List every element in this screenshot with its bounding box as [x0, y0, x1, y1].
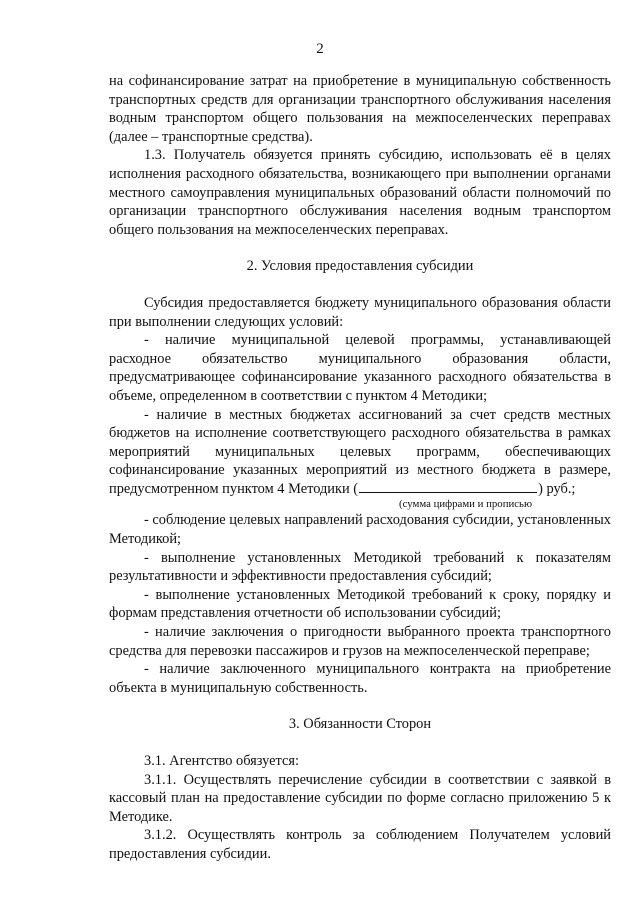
page-number: 2: [316, 41, 324, 57]
amount-blank-line: [359, 480, 537, 493]
condition-target-program: - наличие муниципальной целевой программы, устанавливающей расходное обязательство муниципального образования области, предусматривающее софинансирование указанного расходного обязательства в объеме, определенном в соответствии с пунктом 4 Методики;: [109, 332, 611, 404]
condition-target-directions: - соблюдение целевых направлений расходования субсидии, установленных Методикой;: [109, 512, 611, 548]
condition-vehicle-suitability: - наличие заключения о пригодности выбранного проекта транспортного средства для перевозки пассажиров и грузов на межпоселенческой переправе;: [109, 624, 611, 659]
paragraph-conditions-intro: Субсидия предоставляется бюджету муниципального образования области при выполнении следующих условий:: [109, 294, 611, 330]
section-heading-3: 3. Обязанности Сторон: [288, 716, 432, 733]
clause-3-1-1: 3.1.1. Осуществлять перечисление субсидии в соответствии с заявкой в кассовый план на предоставление субсидии по форме согласно приложению 5 к Методике.: [109, 771, 611, 825]
condition-municipal-contract: - наличие заключенного муниципального контракта на приобретение объекта в муниципальную собственность.: [109, 661, 611, 696]
amount-caption: (сумма цифрами и прописью: [399, 498, 533, 511]
condition-performance-indicators: - выполнение установленных Методикой требований к показателям результативности и эффективности предоставления субсидий;: [109, 549, 611, 585]
clause-3-1-2: 3.1.2. Осуществлять контроль за соблюдением Получателем условий предоставления субсидии.: [109, 827, 611, 862]
section-heading-2: 2. Условия предоставления субсидии: [246, 258, 474, 275]
paragraph-clause-1-3: 1.3. Получатель обязуется принять субсидию, использовать её в целях исполнения расходного обязательства, возникающего при выполнении органами местного самоуправления муниципальных образований области полномочий по организации транспортного обслуживания населения водным транспортом общего пользования на межпоселенческих переправах.: [109, 147, 611, 238]
paragraph-financing-purpose: на софинансирование затрат на приобретение в муниципальную собственность транспортных средств для организации транспортного обслуживания населения водным транспортом общего пользования на межпоселенческих переправах (далее – транспортные средства).: [109, 73, 611, 145]
condition-budget-allocations: [109, 406, 611, 499]
condition-budget-allocations-text: - наличие в местных бюджетах ассигнований за счет средств местных бюджетов на исполнение соответствующего расходного обязательства в рамках мероприятий муниципальных целевых программ, обеспечивающих софинансирование указанных мероприятий из местного бюджета в размере, предусмотренном пунктом 4 Методики (: [109, 406, 611, 497]
document-body: [109, 72, 611, 864]
clause-3-1: 3.1. Агентство обязуется:: [144, 753, 300, 769]
currency-suffix: ) руб.;: [538, 480, 576, 497]
condition-reporting: - выполнение установленных Методикой требований к сроку, порядку и формам представления отчетности об использовании субсидий;: [109, 586, 611, 622]
